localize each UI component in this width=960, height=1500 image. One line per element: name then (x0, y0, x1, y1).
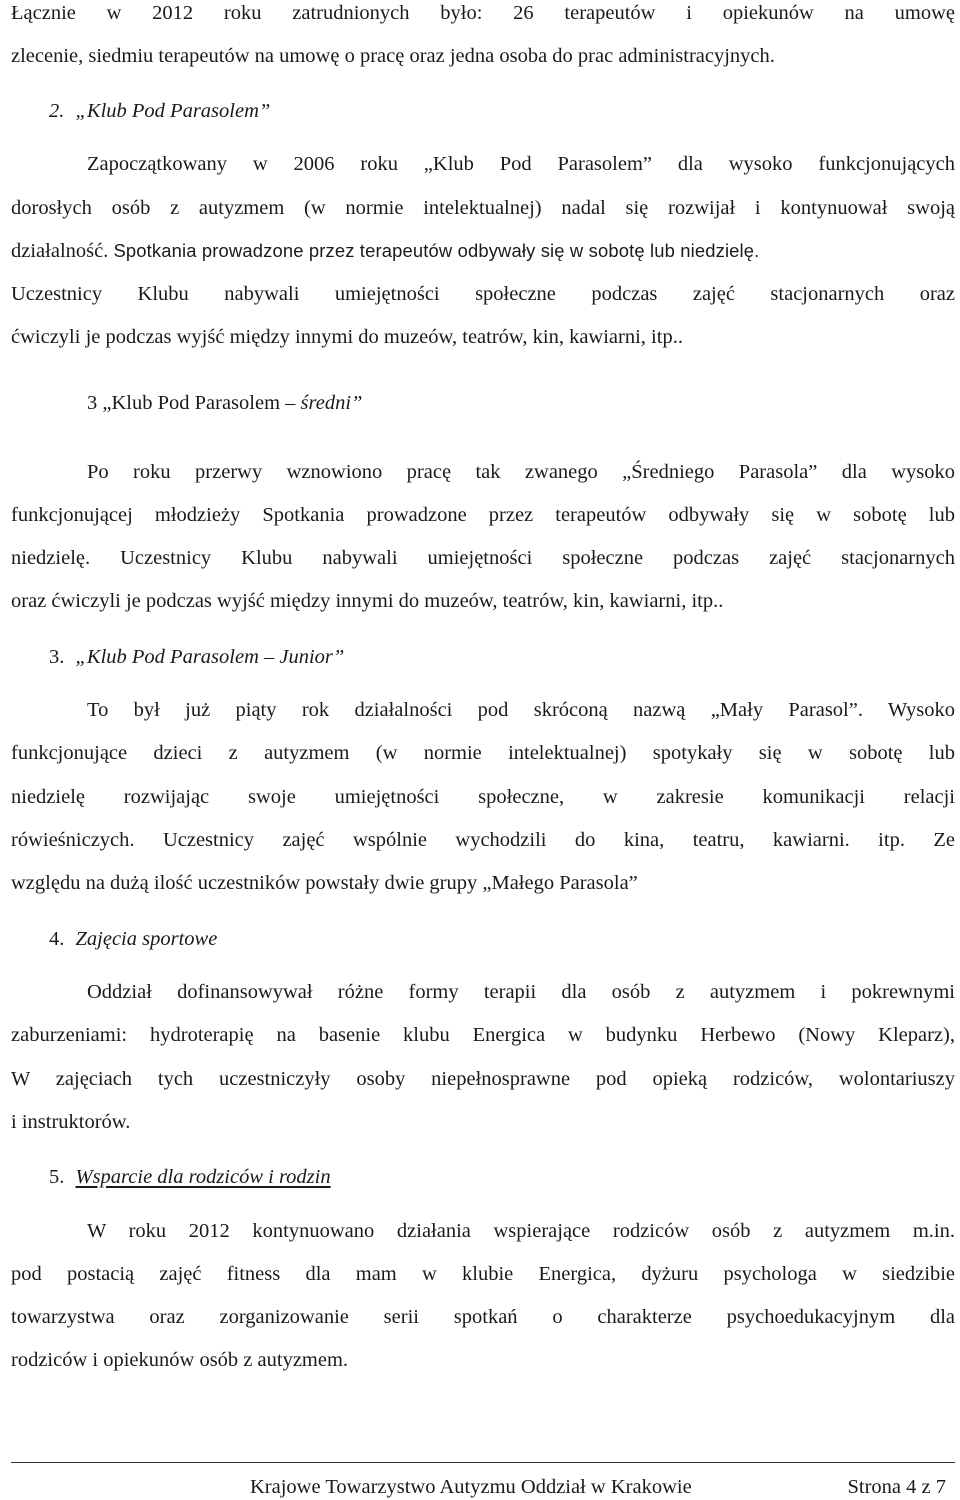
paragraph-line: rodziców i opiekunów osób z autyzmem. (11, 1349, 349, 1371)
section-title: „Klub Pod Parasolem – Junior” (75, 646, 345, 668)
section-title: „Klub Pod Parasolem” (75, 100, 271, 122)
section-number: 4. (49, 928, 65, 950)
paragraph-line: Zapoczątkowany w 2006 roku „Klub Pod Parasolem” dla wysoko funkcjonujących (87, 153, 955, 175)
section-heading-klub-pod-parasolem (49, 98, 449, 124)
section-heading-junior (49, 644, 549, 670)
paragraph-line: oraz ćwiczyli je podczas wyjść między innymi do muzeów, teatrów, kin, kawiarni, itp.. (11, 590, 724, 612)
paragraph-line: W zajęciach tych uczestniczyły osoby niepełnosprawne pod opieką rodziców, wolontariuszy (11, 1068, 955, 1090)
section-title: Wsparcie dla rodziców i rodzin (75, 1166, 331, 1188)
text-span: działalność. (11, 240, 109, 262)
footer-divider (11, 1462, 955, 1463)
section-heading-sredni (87, 390, 587, 416)
paragraph-line: Łącznie w 2012 roku zatrudnionych było: 26 terapeutów i opiekunów na umowę (11, 2, 955, 24)
paragraph-line-mixed (11, 238, 955, 264)
footer-page-number: Strona 4 z 7 (847, 1476, 946, 1498)
paragraph-line: zlecenie, siedmiu terapeutów na umowę o pracę oraz jedna osoba do prac administracyjnych. (11, 45, 775, 67)
paragraph-line: Oddział dofinansowywał różne formy terapii dla osób z autyzmem i pokrewnymi (87, 981, 955, 1003)
paragraph-line: względu na dużą ilość uczestników powstały dwie grupy „Małego Parasola” (11, 872, 638, 894)
paragraph-line: ćwiczyli je podczas wyjść między innymi do muzeów, teatrów, kin, kawiarni, itp.. (11, 326, 683, 348)
section-number: 5. (49, 1166, 65, 1188)
paragraph-line: W roku 2012 kontynuowano działania wspierające rodziców osób z autyzmem m.in. (87, 1220, 955, 1242)
paragraph-line: Po roku przerwy wznowiono pracę tak zwanego „Średniego Parasola” dla wysoko (87, 461, 955, 483)
paragraph-line: i instruktorów. (11, 1111, 131, 1133)
paragraph-line: zaburzeniami: hydroterapię na basenie klubu Energica w budynku Herbewo (Nowy Kleparz), (11, 1024, 955, 1046)
paragraph-line: towarzystwa oraz zorganizowanie serii spotkań o charakterze psychoedukacyjnym dla (11, 1306, 955, 1328)
paragraph-line: niedzielę. Uczestnicy Klubu nabywali umiejętności społeczne podczas zajęć stacjonarnych (11, 547, 955, 569)
section-heading-wsparcie (49, 1164, 549, 1190)
section-heading-zajecia-sportowe (49, 926, 449, 952)
paragraph-line: funkcjonującej młodzieży Spotkania prowadzone przez terapeutów odbywały się w sobotę lub (11, 504, 955, 526)
section-number: 2. (49, 100, 65, 122)
section-number: 3. (49, 646, 65, 668)
section-title: 3 „Klub Pod Parasolem – (87, 392, 296, 414)
section-title-italic: średni” (300, 392, 363, 414)
section-title: Zajęcia sportowe (75, 928, 218, 950)
paragraph-line: dorosłych osób z autyzmem (w normie intelektualnej) nadal się rozwijał i kontynuował swoją (11, 197, 955, 219)
footer-organization: Krajowe Towarzystwo Autyzmu Oddział w Krakowie (250, 1476, 692, 1498)
paragraph-line: rówieśniczych. Uczestnicy zajęć wspólnie wychodzili do kina, teatru, kawiarni. itp. Ze (11, 829, 955, 851)
paragraph-line: To był już piąty rok działalności pod skróconą nazwą „Mały Parasol”. Wysoko (87, 699, 955, 721)
paragraph-line: Uczestnicy Klubu nabywali umiejętności społeczne podczas zajęć stacjonarnych oraz (11, 283, 955, 305)
paragraph-line: niedzielę rozwijając swoje umiejętności społeczne, w zakresie komunikacji relacji (11, 786, 955, 808)
paragraph-line: funkcjonujące dzieci z autyzmem (w normie intelektualnej) spotykały się w sobotę lub (11, 742, 955, 764)
paragraph-line: pod postacią zajęć fitness dla mam w klubie Energica, dyżuru psychologa w siedzibie (11, 1263, 955, 1285)
text-span-sans: Spotkania prowadzone przez terapeutów odbywały się w sobotę lub niedzielę. (113, 240, 760, 261)
